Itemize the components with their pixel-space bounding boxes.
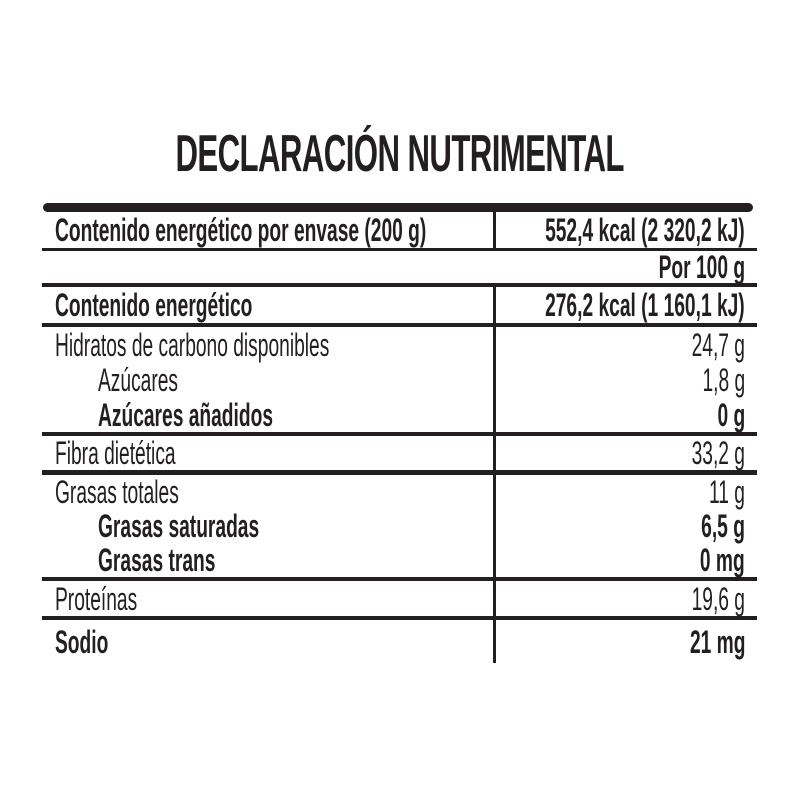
row-label: Grasas saturadas xyxy=(98,508,260,544)
row-saturated-fat xyxy=(42,509,757,543)
row-value: 21 mg xyxy=(689,623,745,660)
row-value-cell xyxy=(656,581,745,616)
row-value-cell xyxy=(672,509,745,543)
row-value-cell xyxy=(412,287,745,323)
row-total-fat xyxy=(42,475,757,509)
column-divider xyxy=(493,620,496,663)
column-divider xyxy=(493,327,496,432)
row-protein xyxy=(42,581,757,620)
row-label: Sodio xyxy=(55,623,109,660)
row-value: 0 mg xyxy=(700,542,745,578)
row-carbohydrates xyxy=(42,327,757,362)
row-value: 33,2 g xyxy=(691,435,745,471)
row-label: Azúcares añadidos xyxy=(98,396,273,433)
row-value-cell xyxy=(685,475,745,509)
row-added-sugars xyxy=(42,397,757,432)
row-label: Contenido energético xyxy=(55,287,253,323)
row-value: 0 g xyxy=(717,396,745,433)
page-title-text: DECLARACIÓN NUTRIMENTAL xyxy=(175,125,625,183)
row-label: Hidratos de carbono disponibles xyxy=(55,326,330,363)
row-value-cell xyxy=(699,397,745,432)
row-label: Proteínas xyxy=(55,580,138,617)
row-value: 276,2 kcal (1 160,1 kJ) xyxy=(545,287,745,323)
top-bar-divider xyxy=(43,203,753,212)
column-divider xyxy=(493,212,496,248)
row-value: 19,6 g xyxy=(691,580,745,617)
row-label-cell xyxy=(55,436,256,470)
row-label-cell xyxy=(98,543,294,577)
row-value-cell xyxy=(670,543,745,577)
per-100g-label: Por 100 g xyxy=(658,249,745,285)
nutrition-label xyxy=(42,203,757,663)
row-label-cell xyxy=(55,327,512,362)
row-label-cell xyxy=(98,397,390,432)
column-divider xyxy=(493,436,496,470)
row-value: 6,5 g xyxy=(701,508,745,544)
row-label-cell xyxy=(55,475,261,509)
row-label: Grasas trans xyxy=(98,542,216,578)
column-divider xyxy=(493,581,496,616)
per-100g-cell xyxy=(601,251,745,283)
section-fats xyxy=(42,475,757,581)
section-carbohydrates xyxy=(42,327,757,436)
row-value-cell xyxy=(412,212,745,248)
row-label: Grasas totales xyxy=(55,474,179,510)
page-title xyxy=(0,125,800,183)
column-divider xyxy=(493,475,496,577)
row-label-cell xyxy=(55,620,144,663)
row-label-cell xyxy=(55,581,192,616)
row-trans-fat xyxy=(42,543,757,577)
row-label-cell xyxy=(98,509,367,543)
row-label: Azúcares xyxy=(98,361,179,398)
row-value: 1,8 g xyxy=(702,361,745,398)
row-value-cell xyxy=(674,362,745,397)
row-value-cell xyxy=(656,436,745,470)
column-divider xyxy=(493,287,496,323)
row-label: Fibra dietética xyxy=(55,435,176,471)
row-value-cell xyxy=(656,327,745,362)
row-value-cell xyxy=(653,620,745,663)
row-value: 24,7 g xyxy=(691,326,745,363)
row-energy-per-100g xyxy=(42,287,757,327)
row-value: 552,4 kcal (2 320,2 kJ) xyxy=(545,212,745,248)
row-sodium xyxy=(42,620,757,663)
row-label-cell xyxy=(55,287,384,323)
row-dietary-fiber xyxy=(42,436,757,475)
row-energy-per-package xyxy=(42,212,757,251)
row-label-cell xyxy=(98,362,231,397)
row-value: 11 g xyxy=(709,474,745,510)
per-100g-header-row xyxy=(42,251,757,287)
row-label: Contenido energético por envase (200 g) xyxy=(55,212,427,248)
row-sugars xyxy=(42,362,757,397)
